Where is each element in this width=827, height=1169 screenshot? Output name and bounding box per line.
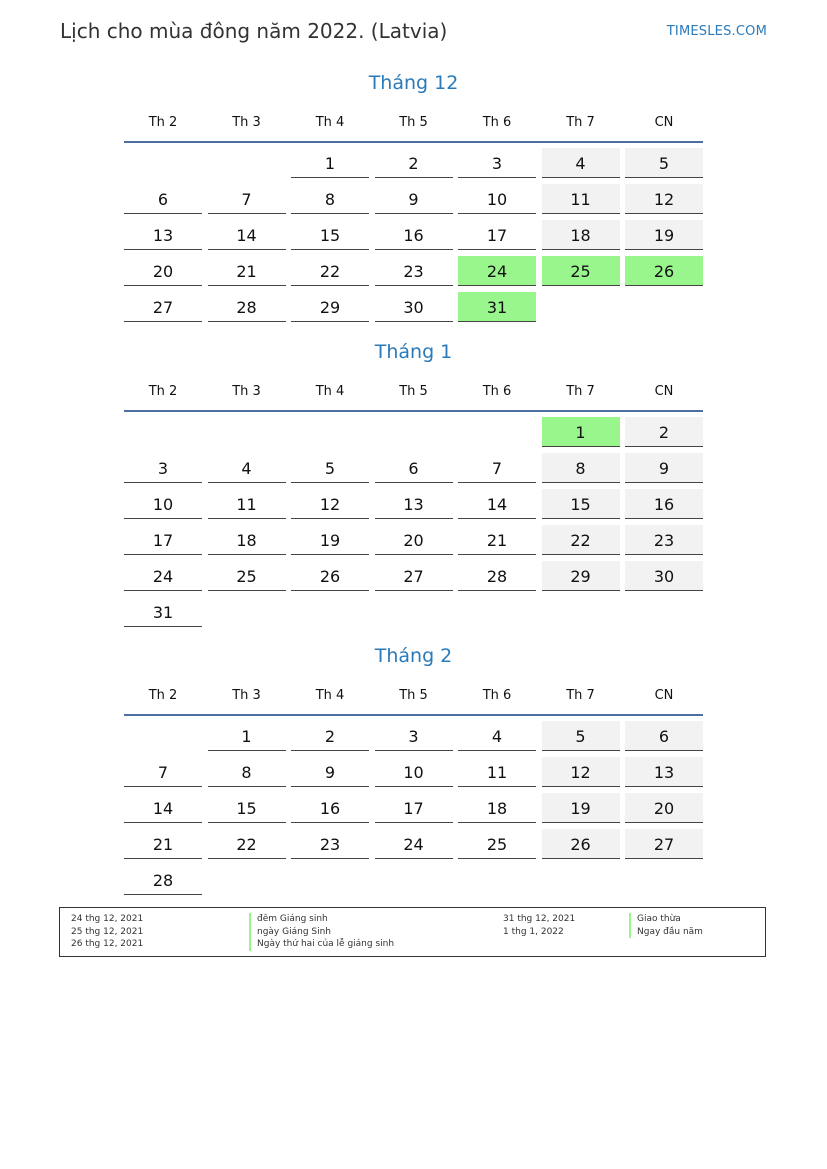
day-cell[interactable]: 28 <box>124 865 202 895</box>
day-cell[interactable]: 19 <box>291 525 369 555</box>
legend-holiday-name: Ngày thứ hai của lễ giáng sinh <box>249 938 394 951</box>
week-row <box>124 489 703 520</box>
legend-date: 24 thg 12, 2021 <box>71 914 144 924</box>
day-cell[interactable]: 29 <box>542 561 620 591</box>
weekday-label: Th 7 <box>566 687 595 703</box>
day-cell[interactable]: 10 <box>458 184 536 214</box>
empty-day-cell <box>208 417 286 447</box>
day-cell[interactable]: 21 <box>458 525 536 555</box>
legend-date: 31 thg 12, 2021 <box>503 914 576 924</box>
day-cell[interactable]: 15 <box>542 489 620 519</box>
day-cell[interactable]: 5 <box>291 453 369 483</box>
day-cell[interactable]: 1 <box>542 417 620 447</box>
holiday-legend <box>59 907 766 957</box>
day-cell[interactable]: 28 <box>208 292 286 322</box>
empty-day-cell <box>291 865 369 895</box>
brand-link[interactable]: TIMESLES.COM <box>666 24 767 39</box>
day-cell[interactable]: 14 <box>208 220 286 250</box>
weekday-label: Th 6 <box>482 383 512 399</box>
weekday-label: Th 2 <box>148 114 178 130</box>
day-cell[interactable]: 1 <box>291 148 369 178</box>
weekday-label: Th 6 <box>482 687 512 703</box>
day-cell[interactable]: 5 <box>542 721 620 751</box>
day-cell[interactable]: 25 <box>208 561 286 591</box>
day-cell[interactable]: 2 <box>375 148 453 178</box>
day-cell[interactable]: 31 <box>458 292 536 322</box>
weekday-label: Th 5 <box>399 383 428 399</box>
week-row <box>124 148 703 179</box>
day-cell[interactable]: 28 <box>458 561 536 591</box>
day-cell[interactable]: 23 <box>625 525 703 555</box>
day-cell[interactable]: 25 <box>542 256 620 286</box>
day-cell[interactable]: 22 <box>542 525 620 555</box>
weekday-label: CN <box>654 687 674 703</box>
day-cell[interactable]: 7 <box>458 453 536 483</box>
weekday-label: CN <box>654 383 674 399</box>
week-row <box>124 793 703 824</box>
day-cell[interactable]: 22 <box>291 256 369 286</box>
day-cell[interactable]: 11 <box>208 489 286 519</box>
day-cell[interactable]: 13 <box>625 757 703 787</box>
day-cell[interactable]: 13 <box>375 489 453 519</box>
day-cell[interactable]: 9 <box>625 453 703 483</box>
weekday-label: Th 7 <box>566 383 595 399</box>
day-cell[interactable]: 8 <box>208 757 286 787</box>
day-cell[interactable]: 27 <box>124 292 202 322</box>
day-cell[interactable]: 20 <box>375 525 453 555</box>
weekday-label: Th 4 <box>315 114 345 130</box>
day-cell[interactable]: 16 <box>375 220 453 250</box>
empty-day-cell <box>208 865 286 895</box>
day-cell[interactable]: 22 <box>208 829 286 859</box>
weekday-header <box>124 676 703 716</box>
legend-date: 25 thg 12, 2021 <box>71 926 144 937</box>
week-row <box>124 865 703 896</box>
day-cell[interactable]: 15 <box>208 793 286 823</box>
day-cell[interactable]: 19 <box>625 220 703 250</box>
empty-day-cell <box>208 597 286 627</box>
day-cell[interactable]: 6 <box>375 453 453 483</box>
empty-day-cell <box>458 865 536 895</box>
week-row <box>124 453 703 484</box>
day-cell[interactable]: 30 <box>625 561 703 591</box>
day-cell[interactable]: 15 <box>291 220 369 250</box>
empty-day-cell <box>625 597 703 627</box>
weekday-label: Th 4 <box>315 383 345 399</box>
day-cell[interactable]: 7 <box>208 184 286 214</box>
day-cell[interactable]: 17 <box>458 220 536 250</box>
empty-day-cell <box>542 597 620 627</box>
legend-date: 26 thg 12, 2021 <box>71 939 144 949</box>
day-cell[interactable]: 6 <box>625 721 703 751</box>
day-cell[interactable]: 26 <box>625 256 703 286</box>
weekday-label: CN <box>654 114 674 130</box>
empty-day-cell <box>124 721 202 751</box>
day-cell[interactable]: 11 <box>542 184 620 214</box>
weekday-label: Th 3 <box>232 383 261 399</box>
day-cell[interactable]: 24 <box>124 561 202 591</box>
day-cell[interactable]: 25 <box>458 829 536 859</box>
day-cell[interactable]: 3 <box>458 148 536 178</box>
day-cell[interactable]: 13 <box>124 220 202 250</box>
legend-holiday-name: đêm Giáng sinh <box>249 913 394 926</box>
day-cell[interactable]: 5 <box>625 148 703 178</box>
day-cell[interactable]: 20 <box>124 256 202 286</box>
day-cell[interactable]: 14 <box>124 793 202 823</box>
day-cell[interactable]: 19 <box>542 793 620 823</box>
empty-day-cell <box>458 597 536 627</box>
month-december <box>124 69 703 323</box>
week-row <box>124 256 703 287</box>
day-cell[interactable]: 24 <box>375 829 453 859</box>
weekday-label: Th 5 <box>399 687 428 703</box>
day-cell[interactable]: 20 <box>625 793 703 823</box>
weekday-label: Th 6 <box>482 114 512 130</box>
empty-day-cell <box>375 417 453 447</box>
day-cell[interactable]: 29 <box>291 292 369 322</box>
day-cell[interactable]: 2 <box>291 721 369 751</box>
legend-right-dates <box>503 913 575 938</box>
day-cell[interactable]: 7 <box>124 757 202 787</box>
empty-day-cell <box>208 148 286 178</box>
empty-day-cell <box>625 292 703 322</box>
day-cell[interactable]: 10 <box>124 489 202 519</box>
legend-right-names <box>629 913 703 938</box>
day-cell[interactable]: 17 <box>375 793 453 823</box>
day-cell[interactable]: 30 <box>375 292 453 322</box>
month-title: Tháng 12 <box>368 72 459 94</box>
day-cell[interactable]: 18 <box>458 793 536 823</box>
day-cell[interactable]: 21 <box>124 829 202 859</box>
day-cell[interactable]: 3 <box>124 453 202 483</box>
day-cell[interactable]: 23 <box>375 256 453 286</box>
legend-holiday-name: ngày Giáng Sinh <box>249 926 394 939</box>
month-title: Tháng 1 <box>374 341 453 363</box>
legend-left-names <box>249 913 394 951</box>
legend-holiday-name: Giao thừa <box>629 913 703 926</box>
day-cell[interactable]: 16 <box>625 489 703 519</box>
day-cell[interactable]: 27 <box>625 829 703 859</box>
day-cell[interactable]: 9 <box>291 757 369 787</box>
empty-day-cell <box>375 597 453 627</box>
week-row <box>124 829 703 860</box>
day-cell[interactable]: 3 <box>375 721 453 751</box>
empty-day-cell <box>542 292 620 322</box>
day-cell[interactable]: 16 <box>291 793 369 823</box>
day-cell[interactable]: 2 <box>625 417 703 447</box>
weekday-label: Th 2 <box>148 383 178 399</box>
legend-left-dates <box>71 913 143 951</box>
week-row <box>124 417 703 448</box>
day-cell[interactable]: 27 <box>375 561 453 591</box>
month-january <box>124 338 703 628</box>
legend-date: 1 thg 1, 2022 <box>503 926 564 937</box>
day-cell[interactable]: 23 <box>291 829 369 859</box>
day-cell[interactable]: 12 <box>542 757 620 787</box>
week-row <box>124 561 703 592</box>
day-cell[interactable]: 18 <box>208 525 286 555</box>
weekday-label: Th 3 <box>232 687 261 703</box>
day-cell[interactable]: 14 <box>458 489 536 519</box>
empty-day-cell <box>124 417 202 447</box>
day-cell[interactable]: 9 <box>375 184 453 214</box>
weekday-label: Th 7 <box>566 114 595 130</box>
day-cell[interactable]: 31 <box>124 597 202 627</box>
day-cell[interactable]: 1 <box>208 721 286 751</box>
day-cell[interactable]: 8 <box>542 453 620 483</box>
week-row <box>124 757 703 788</box>
week-row <box>124 525 703 556</box>
weekday-label: Th 3 <box>232 114 261 130</box>
day-cell[interactable]: 17 <box>124 525 202 555</box>
day-cell[interactable]: 4 <box>458 721 536 751</box>
day-cell[interactable]: 10 <box>375 757 453 787</box>
day-cell[interactable]: 12 <box>625 184 703 214</box>
empty-day-cell <box>124 148 202 178</box>
week-row <box>124 292 703 323</box>
page-title: Lịch cho mùa đông năm 2022. (Latvia) <box>60 19 448 43</box>
empty-day-cell <box>291 597 369 627</box>
week-row <box>124 184 703 215</box>
week-row <box>124 220 703 251</box>
empty-day-cell <box>375 865 453 895</box>
empty-day-cell <box>291 417 369 447</box>
day-cell[interactable]: 24 <box>458 256 536 286</box>
weekday-label: Th 5 <box>399 114 428 130</box>
month-february <box>124 642 703 896</box>
empty-day-cell <box>458 417 536 447</box>
week-row <box>124 597 703 628</box>
weekday-label: Th 2 <box>148 687 178 703</box>
day-cell[interactable]: 26 <box>291 561 369 591</box>
day-cell[interactable]: 12 <box>291 489 369 519</box>
day-cell[interactable]: 11 <box>458 757 536 787</box>
day-cell[interactable]: 21 <box>208 256 286 286</box>
day-cell[interactable]: 26 <box>542 829 620 859</box>
day-cell[interactable]: 18 <box>542 220 620 250</box>
day-cell[interactable]: 6 <box>124 184 202 214</box>
day-cell[interactable]: 4 <box>542 148 620 178</box>
month-title: Tháng 2 <box>374 645 453 667</box>
legend-holiday-name: Ngay đầu năm <box>629 926 703 939</box>
weekday-label: Th 4 <box>315 687 345 703</box>
empty-day-cell <box>542 865 620 895</box>
weekday-header <box>124 372 703 412</box>
day-cell[interactable]: 4 <box>208 453 286 483</box>
week-row <box>124 721 703 752</box>
day-cell[interactable]: 8 <box>291 184 369 214</box>
weekday-header <box>124 103 703 143</box>
empty-day-cell <box>625 865 703 895</box>
